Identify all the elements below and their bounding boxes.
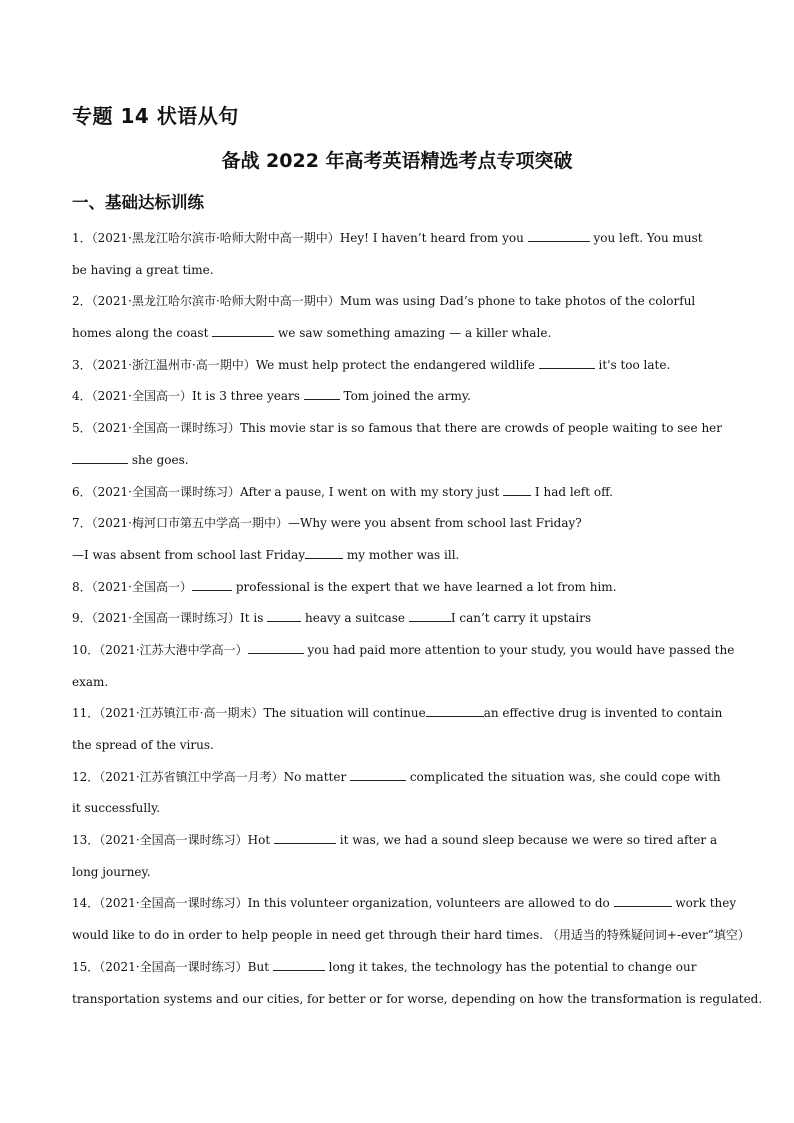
question-number: 7．	[72, 516, 92, 531]
question-text: Hot	[247, 833, 274, 848]
question-source: （2021·全国高一课时练习）	[91, 421, 240, 436]
question-number: 14．	[72, 896, 100, 911]
question-number: 9．	[72, 611, 92, 626]
answer-blank[interactable]	[539, 356, 595, 369]
question-number: 10．	[72, 642, 100, 657]
answer-blank[interactable]	[528, 229, 590, 242]
question-text: It is 3 three years	[192, 389, 304, 404]
question-item	[72, 635, 735, 698]
question-line	[72, 223, 732, 255]
question-text: you left. You must	[589, 231, 703, 245]
question-text: No matter	[283, 769, 351, 784]
question-line	[72, 603, 732, 635]
question-number: 11．	[72, 706, 100, 721]
answer-blank[interactable]	[426, 704, 484, 717]
question-text: complicated the situation was, she could cope with	[406, 769, 721, 784]
question-line	[72, 984, 763, 1016]
question-text: it successfully.	[72, 801, 161, 816]
question-line	[72, 730, 732, 762]
question-item	[72, 350, 732, 382]
question-item	[72, 603, 732, 635]
question-text: she goes.	[128, 452, 189, 467]
question-text: Tom joined the army.	[339, 389, 471, 404]
question-item	[72, 698, 732, 761]
answer-blank[interactable]	[274, 831, 336, 844]
question-text: work they	[671, 896, 737, 911]
question-line	[72, 825, 732, 857]
question-line	[72, 698, 732, 730]
answer-blank[interactable]	[409, 609, 451, 622]
question-text: the spread of the virus.	[72, 738, 214, 752]
answer-blank[interactable]	[72, 451, 128, 464]
question-line	[72, 857, 732, 889]
question-source: （2021·黑龙江哈尔滨市·哈师大附中高一期中）	[91, 231, 340, 245]
question-line	[72, 255, 732, 287]
question-text: exam.	[72, 674, 109, 689]
question-item	[72, 223, 732, 286]
question-text: would like to do in order to help people in need get through their hard times. （用适当的特殊疑问词+-ever”填空）	[72, 928, 750, 943]
question-text: long it takes, the technology has the potential to change our	[324, 959, 697, 974]
answer-blank[interactable]	[614, 894, 672, 907]
question-text: we saw something amazing — a killer whale.	[274, 326, 552, 341]
question-source: （2021·全国高一课时练习）	[99, 833, 248, 848]
answer-blank[interactable]	[304, 387, 340, 400]
question-text: But	[247, 959, 273, 974]
question-source: （2021·江苏省镇江中学高一月考）	[99, 769, 284, 784]
question-number: 2．	[72, 294, 92, 309]
question-line	[72, 635, 735, 667]
question-source: （2021·浙江温州市·高一期中）	[91, 357, 256, 372]
question-number: 12．	[72, 769, 100, 784]
question-line	[72, 445, 732, 477]
question-line	[72, 477, 732, 509]
question-item	[72, 825, 732, 888]
question-text: my mother was ill.	[343, 547, 460, 562]
question-text: an effective drug is invented to contain	[483, 706, 723, 721]
question-text: Mum was using Dad’s phone to take photos of the colorful	[339, 294, 696, 309]
question-text: transportation systems and our cities, for better or for worse, depending on how the transformation is regulated.	[72, 991, 763, 1006]
question-item	[72, 413, 732, 476]
question-text: I can’t carry it upstairs	[450, 611, 592, 626]
answer-blank[interactable]	[503, 483, 531, 496]
question-line	[72, 318, 732, 350]
question-number: 15．	[72, 959, 100, 974]
question-text: This movie star is so famous that there are crowds of people waiting to see her	[240, 421, 723, 436]
question-text: —Why were you absent from school last Friday?	[288, 516, 582, 531]
question-number: 13．	[72, 833, 100, 848]
question-source: （2021·全国高一）	[91, 579, 192, 594]
question-line	[72, 508, 732, 540]
question-source: （2021·黑龙江哈尔滨市·哈师大附中高一期中）	[91, 294, 340, 309]
question-source: （2021·江苏镇江市·高一期末）	[99, 706, 264, 721]
question-item	[72, 572, 732, 604]
question-source: （2021·全国高一）	[91, 389, 192, 404]
question-item	[72, 508, 732, 571]
question-number: 8．	[72, 579, 92, 594]
question-text: Hey! I haven’t heard from you	[339, 231, 528, 245]
answer-blank[interactable]	[305, 546, 343, 559]
document-subtitle: 备战 2022 年高考英语精选考点专项突破	[221, 150, 573, 172]
question-number: 4．	[72, 389, 92, 404]
question-item	[72, 888, 750, 951]
question-number: 3．	[72, 357, 92, 372]
question-line	[72, 350, 732, 382]
question-line	[72, 540, 732, 572]
question-text: be having a great time.	[72, 262, 214, 277]
question-line	[72, 413, 732, 445]
question-text: you had paid more attention to your study, you would have passed the	[303, 642, 735, 657]
question-text: homes along the coast	[72, 326, 213, 341]
answer-blank[interactable]	[267, 609, 301, 622]
question-line	[72, 793, 732, 825]
question-text: The situation will continue	[263, 706, 426, 721]
answer-blank[interactable]	[212, 324, 274, 337]
question-number: 5．	[72, 421, 92, 436]
question-text: It is	[240, 611, 268, 626]
question-line	[72, 762, 732, 794]
answer-blank[interactable]	[248, 641, 304, 654]
question-text: We must help protect the endangered wildlife	[255, 357, 539, 372]
question-line	[72, 286, 732, 318]
question-text: heavy a suitcase	[301, 611, 409, 626]
question-text: —I was absent from school last Friday	[72, 547, 306, 562]
question-item	[72, 286, 732, 349]
topic-title: 专题 14 状语从句	[72, 104, 239, 128]
question-text: professional is the expert that we have learned a lot from him.	[232, 579, 617, 594]
question-source: （2021·全国高一课时练习）	[91, 611, 240, 626]
question-number: 1．	[72, 231, 92, 245]
question-source: （2021·梅河口市第五中学高一期中）	[91, 516, 288, 531]
question-number: 6．	[72, 484, 92, 499]
question-item	[72, 762, 732, 825]
answer-blank[interactable]	[350, 768, 406, 781]
question-item	[72, 477, 732, 509]
question-source: （2021·全国高一课时练习）	[99, 896, 248, 911]
question-text: long journey.	[72, 864, 151, 879]
answer-blank[interactable]	[192, 578, 232, 591]
question-text: it's too late.	[594, 357, 671, 372]
question-source: （2021·全国高一课时练习）	[91, 484, 240, 499]
question-line	[72, 952, 732, 984]
question-text: it was, we had a sound sleep because we were so tired after a	[335, 833, 718, 848]
question-item	[72, 381, 732, 413]
question-line	[72, 888, 737, 920]
question-text: I had left off.	[531, 484, 613, 499]
question-source: （2021·江苏大港中学高一）	[99, 642, 248, 657]
question-item	[72, 952, 763, 1015]
question-text: After a pause, I went on with my story just	[240, 484, 504, 499]
question-line	[72, 572, 732, 604]
section-heading: 一、基础达标训练	[72, 193, 204, 212]
question-line	[72, 381, 732, 413]
question-line	[72, 667, 732, 699]
question-list	[72, 223, 763, 1015]
answer-blank[interactable]	[273, 958, 325, 971]
question-source: （2021·全国高一课时练习）	[99, 959, 248, 974]
question-text: In this volunteer organization, volunteers are allowed to do	[247, 896, 614, 911]
question-line	[72, 920, 750, 952]
